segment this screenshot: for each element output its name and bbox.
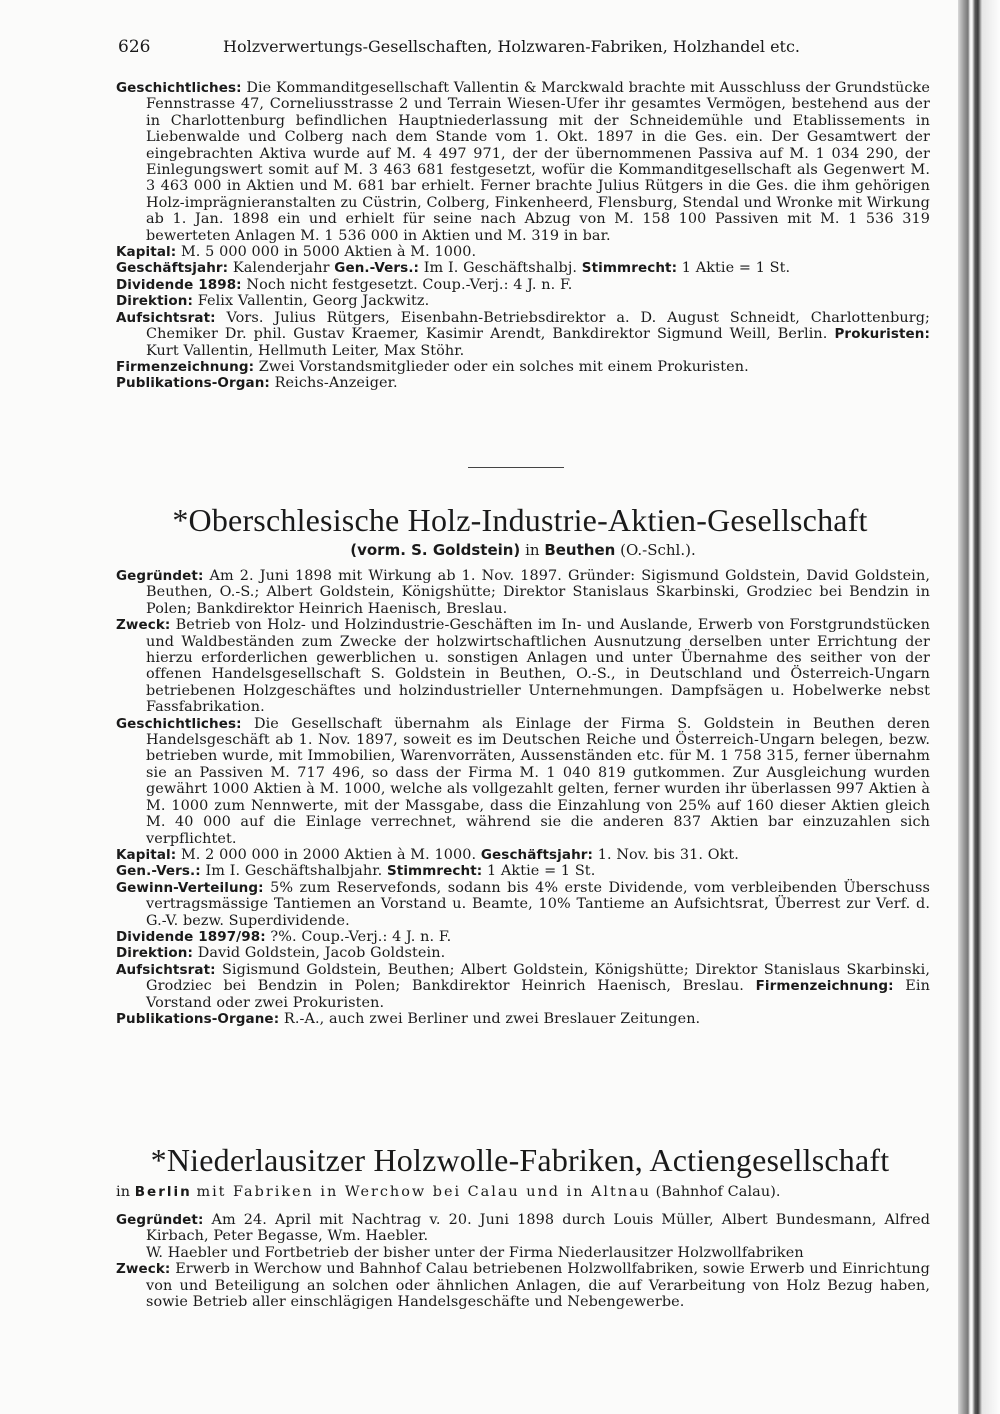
entry2-title: *Oberschlesische Holz-Industrie-Aktien-Gesellschaft xyxy=(172,502,868,538)
entry-oberschlesische xyxy=(116,568,930,1027)
running-title: Holzverwertungs-Gesellschaften, Holzwaren-Fabriken, Holzhandel etc. xyxy=(223,37,801,56)
entry2-genvers: Gen.-Vers.: Im I. Geschäftshalbjahr. Stimmrecht: 1 Aktie = 1 St. xyxy=(116,863,596,880)
entry3-gegruendet-cont: W. Haebler und Fortbetrieb der bisher unter der Firma Niederlausitzer Holzwollfabriken xyxy=(146,1244,804,1261)
page-number: 626 xyxy=(118,37,151,57)
entry1-kapital: Kapital: M. 5 000 000 in 5000 Aktien à M. 1000. xyxy=(116,244,477,261)
entry3-title: *Niederlausitzer Holzwolle-Fabriken, Actiengesellschaft xyxy=(150,1142,890,1178)
entry1-aufsichtsrat: Aufsichtsrat: Vors. Julius Rütgers, Eisenbahn-Betriebsdirektor a. D. August Schneidt, Charlottenburg; Chemiker Dr. phil. Gustav Kraemer, Kasimir Arendt, Bankdirektor Sigmund Weill, Berlin. Prokuristen: Kurt Vallentin, Hellmuth Leiter, Max Stöhr. xyxy=(116,309,930,359)
entry-niederlausitzer xyxy=(116,1212,930,1310)
entry3-zweck: Zweck: Erwerb in Werchow und Bahnhof Calau betriebenen Holzwollfabriken, sowie Erwerb und Einrichtung von und Beteiligung an solchen oder ähnlichen Anlagen, die auf Verarbeitung von Holz Bezug haben, sowie Betrieb aller einschlägigen Handelsgeschäfte und Nebengewerbe. xyxy=(116,1261,930,1311)
entry2-subtitle: (vorm. S. Goldstein) in Beuthen (O.-Schl.). xyxy=(350,541,696,559)
entry2-kapital: Kapital: M. 2 000 000 in 2000 Aktien à M. 1000. Geschäftsjahr: 1. Nov. bis 31. Okt. xyxy=(116,846,739,863)
entry1-direktion: Direktion: Felix Vallentin, Georg Jackwitz. xyxy=(116,293,430,310)
entry2-geschichtliches: Geschichtliches: Die Gesellschaft übernahm als Einlage der Firma S. Goldstein in Beuthen deren Handelsgeschäft ab 1. Nov. 1897, soweit es im Deutschen Reiche und Österreich-Ungarn belegen, bezw. betrieben wurde, mit Immobilien, Warenvorräten, Aussenständen etc. für M. 1 758 315, ferner übernahm sie an Passiven M. 717 496, so dass der Firma M. 1 040 819 gutkommen. Zur Ausgleichung wurden gewährt 1000 Aktien à M. 1000, welche als vollgezahlt gelten, ferner wurden ihr überlassen 997 Aktien à M. 1000 zum Nennwerte, mit der Massgabe, dass die Einzahlung von 25% auf 160 dieser Aktien gleich M. 40 000 auf die Einlage verrechnet, während sie die anderen 837 Aktien bar einzuzahlen sich verpflichtet. xyxy=(116,715,930,847)
entry2-former-name: (vorm. S. Goldstein) xyxy=(350,541,521,559)
entry2-gegruendet: Gegründet: Am 2. Juni 1898 mit Wirkung ab 1. Nov. 1897. Gründer: Sigismund Goldstein, David Goldstein, Beuthen, O.-S.; Albert Goldstein, Königshütte; Direktor Stanislaus Skarbinski, Grodziec bei Bendzin in Polen; Bankdirektor Heinrich Haenisch, Breslau. xyxy=(116,568,930,617)
entry2-gewinn-verteilung: Gewinn-Verteilung: 5% zum Reservefonds, sodann bis 4% erste Dividende, vom verbleibenden Überschuss vertragsmässige Tantiemen an Vorstand u. Beamte, 10% Tantieme an Aufsichtsrat, Überrest zur Verf. d. G.-V. bezw. Superdividende. xyxy=(116,879,930,929)
entry3-subtitle: in Berlin mit Fabriken in Werchow bei Calau und in Altnau (Bahnhof Calau). xyxy=(116,1184,781,1200)
entry1-dividende: Dividende 1898: Noch nicht festgesetzt. Coup.-Verj.: 4 J. n. F. xyxy=(116,276,573,293)
entry3-city: Berlin xyxy=(134,1184,192,1200)
separator-rule xyxy=(468,467,564,468)
entry1-firmenzeichnung: Firmenzeichnung: Zwei Vorstandsmitglieder oder ein solches mit einem Prokuristen. xyxy=(116,358,749,375)
entry2-publikation: Publikations-Organe: R.-A., auch zwei Berliner und zwei Breslauer Zeitungen. xyxy=(116,1010,701,1027)
entry2-zweck: Zweck: Betrieb von Holz- und Holzindustrie-Geschäften im In- und Auslande, Erwerb von Forstgrundstücken und Waldbeständen zum Zwecke der holzwirtschaftlichen Ausnutzung derselben unter Errichtung der hierzu erforderlichen gewerblichen u. sonstigen Anlagen und unter Übernahme des seither von der offenen Handelsgesellschaft S. Goldstein in Beuthen, O.-S., in Deutschland und Österreich-Ungarn betriebenen Holzgeschäftes und holzindustrieller Unternehmungen. Dampfsägen u. Hobelwerke nebst Fassfabrikation. xyxy=(116,617,930,716)
entry1-geschaeftsjahr: Geschäftsjahr: Kalenderjahr Gen.-Vers.: Im I. Geschäftshalbj. Stimmrecht: 1 Aktie = 1 St. xyxy=(116,260,791,277)
scanned-page-edge xyxy=(958,0,1000,1414)
entry2-dividende: Dividende 1897/98: ?%. Coup.-Verj.: 4 J. n. F. xyxy=(116,928,452,945)
entry2-direktion: Direktion: David Goldstein, Jacob Goldstein. xyxy=(116,945,446,962)
entry2-city: Beuthen xyxy=(544,541,616,559)
running-header xyxy=(118,36,878,58)
entry1-publikation: Publikations-Organ: Reichs-Anzeiger. xyxy=(116,375,398,392)
entry2-aufsichtsrat: Aufsichtsrat: Sigismund Goldstein, Beuthen; Albert Goldstein, Königshütte; Direktor Stanislaus Skarbinski, Grodziec bei Bendzin in Polen; Bankdirektor Heinrich Haenisch, Breslau. Firmenzeichnung: Ein Vorstand oder zwei Prokuristen. xyxy=(116,961,930,1011)
entry3-gegruendet: Gegründet: Am 24. April mit Nachtrag v. 20. Juni 1898 durch Louis Müller, Albert Bundesmann, Alfred Kirbach, Peter Begasse, Wm. Haebler. xyxy=(116,1212,930,1245)
entry1-geschichtliches: Geschichtliches: Die Kommanditgesellschaft Vallentin & Marckwald brachte mit Ausschluss der Grundstücke Fennstrasse 47, Corneliusstrasse 2 und Terrain Wiesen-Ufer ihr gesamtes Vermögen, bestehend aus der in Charlottenburg befindlichen Hauptniederlassung mit der Schneidemühle und Etablissements in Liebenwalde und Colberg nach dem Stande vom 1. Okt. 1897 in die Ges. ein. Der Gesamtwert der eingebrachten Aktiva wurde auf M. 4 497 971, der der übernommenen Passiva auf M. 1 034 290, der Einlegungswert somit auf M. 3 463 681 festgesetzt, wofür die Kommanditgesellschaft als Gegenwert M. 3 463 000 in Aktien und M. 681 bar erhielt. Ferner brachte Julius Rütgers in die Ges. die ihm gehörigen Holz-imprägnieranstalten zu Cüstrin, Colberg, Finkenheerd, Flensburg, Stendal und Wronke mit Wirkung ab 1. Jan. 1898 ein und erhielt für seine nach Abzug von M. 158 100 Passiven mit M. 1 536 319 bewerteten Anlagen M. 1 536 000 in Aktien und M. 319 in bar. xyxy=(116,80,930,244)
entry-vallentin xyxy=(116,80,930,392)
